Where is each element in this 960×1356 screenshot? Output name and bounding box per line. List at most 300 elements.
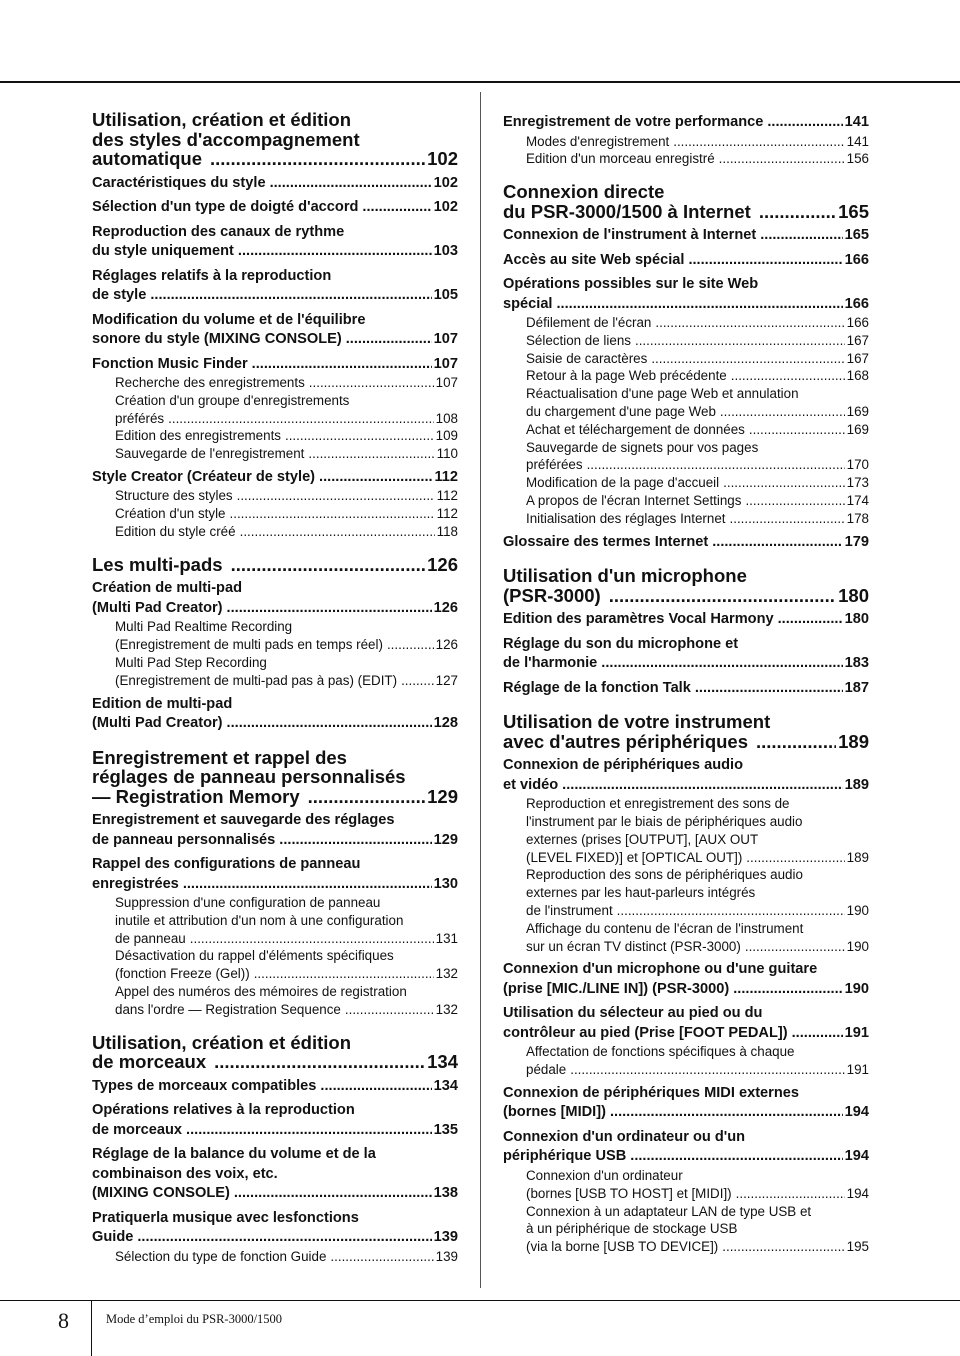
- toc-page-number: 183: [844, 655, 869, 672]
- toc-page-number: 131: [435, 930, 458, 946]
- dot-leader: [150, 286, 431, 306]
- dot-leader: [320, 1077, 431, 1097]
- toc-entry-line: [92, 174, 458, 194]
- toc-entry-text: (PSR-3000): [503, 584, 601, 606]
- toc-entry-line: [115, 487, 458, 505]
- toc-subentry: [503, 367, 869, 385]
- dot-leader: [234, 1184, 432, 1204]
- toc-page-number: 165: [838, 200, 869, 222]
- toc-entry-line: [92, 1184, 458, 1204]
- toc-entry-text: Achat et téléchargement de données: [526, 421, 745, 437]
- toc-entry-text: Edition d'un morceau enregistré: [526, 151, 715, 167]
- toc-entry-text: Sauvegarde de signets pour vos pages: [526, 439, 759, 455]
- toc-entry-line: [503, 610, 869, 630]
- toc-page-number: 134: [433, 1077, 458, 1094]
- toc-entry-text: Opérations possibles sur le site Web: [503, 276, 759, 293]
- toc-section-heading: [92, 1033, 458, 1072]
- toc-entry-text: Utilisation de votre instrument: [503, 711, 771, 733]
- toc-entry-text: Edition du style créé: [115, 524, 236, 540]
- toc-entry: [92, 468, 458, 488]
- toc-entry: [503, 679, 869, 699]
- toc-entry: [92, 267, 458, 306]
- toc-entry-text: et vidéo: [503, 776, 559, 793]
- dot-leader: [719, 150, 845, 168]
- dot-leader: [736, 1185, 845, 1203]
- toc-entry-text: périphérique USB: [503, 1148, 627, 1165]
- dot-leader: [183, 875, 432, 895]
- toc-entry-text: Utilisation du sélecteur au pied ou du: [503, 1005, 763, 1022]
- toc-entry-text: Utilisation d'un microphone: [503, 565, 747, 587]
- toc-entry-text: Accès au site Web spécial: [503, 251, 685, 268]
- toc-entry-line: [526, 1238, 869, 1256]
- toc-entry-line: [503, 1024, 869, 1044]
- toc-entry-text: sonore du style (MIXING CONSOLE): [92, 331, 342, 347]
- toc-entry-text: avec d'autres périphériques: [503, 730, 748, 752]
- dot-leader: [792, 1024, 843, 1044]
- toc-page-number: 189: [844, 776, 869, 793]
- toc-entry-line: [503, 533, 869, 553]
- toc-entry-line: [526, 849, 869, 867]
- toc-entry-text: Réglages relatifs à la reproduction: [92, 267, 332, 284]
- toc-section-heading: [92, 748, 458, 807]
- dot-leader: [749, 421, 845, 439]
- toc-entry-text: Affectation de fonctions spécifiques à chaque: [526, 1044, 795, 1060]
- toc-page-number: 112: [436, 488, 458, 504]
- toc-subentry: [503, 866, 869, 919]
- toc-subentry: [503, 1203, 869, 1256]
- dot-leader: [330, 1248, 433, 1266]
- toc-entry-line: [503, 679, 869, 699]
- top-rule: [0, 81, 960, 83]
- toc-entry-text: automatique: [92, 148, 202, 169]
- toc-page-number: 103: [433, 243, 458, 259]
- toc-entry-text: (Multi Pad Creator): [92, 715, 223, 732]
- toc-entry-text: Modification de la page d'accueil: [526, 475, 720, 491]
- dot-leader: [230, 505, 435, 523]
- toc-entry-text: Reproduction et enregistrement des sons de: [526, 796, 790, 812]
- toc-section-heading: [503, 182, 869, 221]
- toc-entry-text: du style uniquement: [92, 243, 234, 259]
- toc-entry-line: [92, 242, 458, 262]
- dot-leader: [720, 403, 845, 421]
- dot-leader: [601, 654, 842, 674]
- dot-leader: [767, 113, 842, 133]
- dot-leader: [712, 533, 842, 553]
- toc-section-heading: [503, 566, 869, 605]
- toc-entry-line: [92, 1077, 458, 1097]
- toc-section-heading: [92, 110, 458, 169]
- dot-leader: [759, 202, 836, 222]
- toc-page-number: 130: [433, 875, 458, 892]
- dot-leader: [186, 1121, 432, 1141]
- toc-entry-line: [503, 202, 869, 222]
- dot-leader: [252, 355, 432, 375]
- toc-entry-line: [503, 980, 869, 1000]
- toc-page-number: 167: [846, 332, 869, 348]
- toc-page-number: 173: [846, 475, 869, 491]
- dot-leader: [745, 492, 844, 510]
- toc-subentry: [92, 505, 458, 523]
- toc-page-number: 107: [433, 331, 458, 347]
- dot-leader: [695, 679, 843, 699]
- toc-entry-text: Sauvegarde de l'enregistrement: [115, 446, 305, 462]
- toc-page-number: 107: [435, 375, 458, 390]
- toc-entry-text: Sélection d'un type de doigté d'accord: [92, 199, 359, 215]
- toc-entry-text: contrôleur au pied (Prise [FOOT PEDAL]): [503, 1024, 788, 1041]
- toc-entry-text: de l'harmonie: [503, 655, 598, 672]
- dot-leader: [270, 174, 432, 194]
- toc-entry-text: de panneau: [115, 930, 186, 946]
- toc-entry-line: [92, 787, 458, 807]
- dot-leader: [635, 332, 845, 350]
- toc-entry-line: [92, 1052, 458, 1072]
- toc-section-heading: [92, 555, 458, 575]
- toc-page-number: 166: [844, 251, 869, 268]
- toc-page-number: 102: [433, 199, 458, 215]
- toc-entry-text: (bornes [USB TO HOST] et [MIDI]): [526, 1185, 732, 1201]
- toc-entry-line: [503, 295, 869, 315]
- toc-subentry: [92, 523, 458, 541]
- dot-leader: [651, 350, 844, 368]
- dot-leader: [210, 149, 425, 169]
- toc-entry: [92, 579, 458, 618]
- toc-entry-text: Pratiquerla musique avec lesfonctions: [92, 1209, 359, 1226]
- toc-entry-line: [526, 902, 869, 920]
- toc-entry-text: Connexion de périphériques MIDI externes: [503, 1084, 799, 1101]
- toc-entry-text: de morceaux: [92, 1051, 207, 1073]
- dot-leader: [570, 1061, 844, 1079]
- dot-leader: [190, 930, 434, 948]
- dot-leader: [562, 776, 842, 796]
- toc-entry-text: Glossaire des termes Internet: [503, 533, 709, 550]
- toc-subentry: [92, 654, 458, 690]
- toc-entry-text: enregistrées: [92, 875, 179, 892]
- toc-entry-text: l'instrument par le biais de périphériques audio: [526, 813, 803, 829]
- dot-leader: [630, 1147, 842, 1167]
- toc-entry-text: Sélection du type de fonction Guide: [115, 1248, 327, 1264]
- toc-subentry: [503, 350, 869, 368]
- toc-entry-line: [526, 938, 869, 956]
- toc-entry-text: de morceaux: [92, 1121, 183, 1138]
- toc-subentry: [503, 421, 869, 439]
- footer-rule: [0, 1300, 960, 1301]
- toc-page-number: 108: [435, 410, 458, 426]
- toc-entry-line: [115, 410, 458, 428]
- toc-entry-text: Les multi-pads: [92, 553, 223, 575]
- toc-entry-text: Structure des styles: [115, 488, 233, 504]
- manual-title: Mode d’emploi du PSR-3000/1500: [106, 1312, 283, 1326]
- toc-entry-text: externes (prises [OUTPUT], [AUX OUT: [526, 831, 759, 847]
- toc-entry-text: réglages de panneau personnalisés: [92, 766, 406, 788]
- toc-entry-line: [526, 1185, 869, 1203]
- toc-entry-text: de style: [92, 287, 147, 303]
- toc-subentry: [92, 487, 458, 505]
- toc-entry-text: sur un écran TV distinct (PSR-3000): [526, 938, 741, 954]
- toc-entry-text: Edition des paramètres Vocal Harmony: [503, 611, 774, 628]
- toc-entry-text: préférés: [115, 410, 165, 426]
- dot-leader: [214, 1052, 425, 1072]
- toc-page-number: 190: [846, 902, 869, 918]
- toc-page-number: 126: [435, 637, 458, 653]
- toc-entry-text: Connexion à un adaptateur LAN de type USB et: [526, 1203, 812, 1219]
- dot-leader: [760, 226, 842, 246]
- toc-page-number: 191: [846, 1062, 869, 1078]
- toc-entry-line: [526, 332, 869, 350]
- toc-subentry: [92, 1248, 458, 1266]
- toc-subentry: [92, 445, 458, 463]
- toc-subentry: [503, 510, 869, 528]
- toc-entry-text: (via la borne [USB TO DEVICE]): [526, 1239, 719, 1255]
- toc-entry-text: A propos de l'écran Internet Settings: [526, 493, 742, 509]
- toc-entry-line: [526, 456, 869, 474]
- toc-page-number: 179: [844, 533, 869, 550]
- dot-leader: [401, 672, 434, 690]
- toc-page-number: 132: [435, 1001, 458, 1017]
- toc-entry: [92, 223, 458, 262]
- toc-entry-line: [115, 445, 458, 463]
- toc-page-number: 191: [844, 1024, 869, 1041]
- toc-page-number: 132: [435, 966, 458, 982]
- toc-page-number: 174: [846, 493, 869, 509]
- toc-entry-text: Appel des numéros des mémoires de registration: [115, 984, 407, 1000]
- toc-column-right: [503, 108, 869, 1256]
- toc-entry: [92, 1209, 458, 1248]
- toc-entry-line: [526, 133, 869, 151]
- toc-entry-line: [115, 374, 458, 392]
- toc-entry-line: [503, 1147, 869, 1167]
- toc-entry-line: [526, 474, 869, 492]
- dot-leader: [733, 980, 842, 1000]
- toc-entry-text: Utilisation, création et édition: [92, 109, 352, 130]
- toc-entry-text: Guide: [92, 1229, 134, 1246]
- toc-entry-text: Connexion directe: [503, 181, 665, 203]
- toc-entry-line: [503, 586, 869, 606]
- toc-entry-line: [526, 403, 869, 421]
- toc-page-number: 165: [844, 227, 869, 244]
- toc-page-number: 127: [435, 672, 458, 688]
- toc-entry-text: Suppression d'une configuration de panneau: [115, 895, 381, 911]
- toc-entry: [92, 855, 458, 894]
- toc-entry-line: [503, 776, 869, 796]
- dot-leader: [730, 510, 845, 528]
- toc-entry-text: Création d'un groupe d'enregistrements: [115, 392, 350, 408]
- toc-page-number: 138: [433, 1185, 458, 1202]
- dot-leader: [688, 251, 842, 271]
- toc-entry-text: Types de morceaux compatibles: [92, 1077, 317, 1094]
- toc-entry-text: Caractéristiques du style: [92, 174, 266, 191]
- toc-entry-text: de l'instrument: [526, 902, 613, 918]
- dot-leader: [238, 242, 432, 262]
- toc-entry-line: [526, 1061, 869, 1079]
- toc-entry-text: à un périphérique de stockage USB: [526, 1221, 738, 1237]
- toc-entry-line: [92, 198, 458, 218]
- toc-subentry: [92, 983, 458, 1019]
- toc-page-number: 107: [433, 355, 458, 372]
- toc-page-number: 169: [846, 404, 869, 420]
- toc-entry-text: Edition de multi-pad: [92, 695, 233, 712]
- dot-leader: [722, 1238, 844, 1256]
- toc-subentry: [503, 439, 869, 475]
- dot-leader: [137, 1228, 431, 1248]
- toc-entry: [503, 275, 869, 314]
- toc-page-number: 166: [846, 315, 869, 331]
- toc-entry-text: Création d'un style: [115, 506, 226, 522]
- toc-page-number: 141: [844, 114, 869, 130]
- toc-entry-text: (bornes [MIDI]): [503, 1104, 606, 1121]
- toc-page-number: 141: [846, 133, 869, 149]
- toc-entry-text: Affichage du contenu de l'écran de l'instrument: [526, 920, 804, 936]
- toc-entry-text: Rappel des configurations de panneau: [92, 856, 361, 873]
- toc-entry-text: pédale: [526, 1062, 567, 1078]
- toc-page-number: 105: [433, 287, 458, 303]
- toc-subentry: [503, 385, 869, 421]
- toc-entry-text: Défilement de l'écran: [526, 315, 652, 331]
- toc-page-number: 170: [846, 457, 869, 473]
- toc-entry: [92, 198, 458, 218]
- toc-entry-line: [503, 654, 869, 674]
- toc-entry-line: [92, 286, 458, 306]
- dot-leader: [387, 636, 434, 654]
- dot-leader: [617, 902, 845, 920]
- toc-page-number: 166: [844, 295, 869, 312]
- toc-entry: [92, 1101, 458, 1140]
- toc-entry-text: Enregistrement de votre performance: [503, 114, 764, 130]
- toc-entry-text: du PSR-3000/1500 à Internet: [503, 200, 751, 222]
- toc-entry-text: Connexion de l'instrument à Internet: [503, 227, 757, 244]
- toc-entry-text: Connexion de périphériques audio: [503, 757, 744, 774]
- toc-subentry: [503, 795, 869, 866]
- toc-entry-text: préférées: [526, 457, 583, 473]
- toc-page-number: 189: [838, 730, 869, 752]
- toc-entry-text: Création de multi-pad: [92, 580, 242, 597]
- toc-page-number: 169: [846, 421, 869, 437]
- dot-leader: [745, 938, 845, 956]
- toc-page-number: 102: [433, 174, 458, 191]
- toc-entry-text: Enregistrement et rappel des: [92, 746, 347, 768]
- toc-entry-line: [115, 636, 458, 654]
- toc-entry-line: [92, 468, 458, 488]
- toc-entry-line: [115, 1248, 458, 1266]
- toc-entry: [503, 1084, 869, 1123]
- dot-leader: [227, 599, 432, 619]
- toc-entry-line: [503, 732, 869, 752]
- toc-entry-text: spécial: [503, 295, 553, 312]
- dot-leader: [723, 474, 845, 492]
- toc-page-number: 190: [844, 980, 869, 997]
- toc-subentry: [92, 894, 458, 947]
- toc-entry: [503, 113, 869, 133]
- toc-entry-text: Edition des enregistrements: [115, 428, 281, 444]
- toc-entry-text: Enregistrement et sauvegarde des réglages: [92, 812, 395, 829]
- toc-entry-text: Multi Pad Realtime Recording: [115, 619, 293, 635]
- toc-subentry: [503, 492, 869, 510]
- toc-page-number: 194: [846, 1185, 869, 1201]
- toc-entry-text: Modification du volume et de l'équilibre: [92, 311, 366, 328]
- toc-entry: [503, 960, 869, 999]
- dot-leader: [362, 198, 431, 218]
- toc-entry-line: [92, 1121, 458, 1141]
- dot-leader: [557, 295, 843, 315]
- toc-page-number: 129: [427, 785, 458, 807]
- toc-page-number: 109: [435, 428, 458, 444]
- toc-page-number: 139: [433, 1229, 458, 1246]
- toc-entry-text: inutile et attribution d'un nom à une configuration: [115, 912, 404, 928]
- dot-leader: [346, 330, 432, 350]
- toc-entry-line: [526, 421, 869, 439]
- toc-entry-text: Connexion d'un microphone ou d'une guitare: [503, 961, 818, 978]
- toc-entry: [503, 635, 869, 674]
- toc-entry-text: Utilisation, création et édition: [92, 1031, 352, 1053]
- dot-leader: [746, 849, 844, 867]
- toc-page-number: 139: [435, 1248, 458, 1264]
- toc-subentry: [92, 947, 458, 983]
- toc-page-number: 194: [844, 1148, 869, 1165]
- toc-entry-line: [526, 350, 869, 368]
- toc-entry-line: [503, 251, 869, 271]
- toc-page-number: 178: [846, 510, 869, 526]
- dot-leader: [168, 410, 434, 428]
- toc-entry-text: Réactualisation d'une page Web et annulation: [526, 386, 799, 402]
- toc-entry-text: combinaison des voix, etc.: [92, 1165, 278, 1182]
- toc-entry-line: [115, 505, 458, 523]
- toc-page-number: 129: [433, 831, 458, 848]
- toc-entry: [503, 1004, 869, 1043]
- toc-entry: [92, 355, 458, 375]
- toc-entry-text: dans l'ordre — Registration Sequence: [115, 1001, 341, 1017]
- toc-page-number: 190: [846, 938, 869, 954]
- toc-page-number: 134: [427, 1051, 458, 1073]
- column-divider: [480, 92, 481, 1288]
- dot-leader: [673, 133, 844, 151]
- toc-page-number: 194: [844, 1104, 869, 1121]
- dot-leader: [756, 732, 836, 752]
- dot-leader: [279, 831, 431, 851]
- toc-entry-line: [526, 510, 869, 528]
- toc-entry-text: Connexion d'un ordinateur: [526, 1167, 683, 1183]
- toc-entry-text: (LEVEL FIXED)] et [OPTICAL OUT]): [526, 849, 743, 865]
- footer-divider: [91, 1300, 92, 1356]
- page-number: 8: [58, 1308, 69, 1333]
- toc-page-number: 167: [846, 350, 869, 366]
- toc-page-number: 168: [846, 368, 869, 384]
- dot-leader: [587, 456, 845, 474]
- toc-entry-text: (fonction Freeze (Gel)): [115, 966, 250, 982]
- toc-subentry: [503, 474, 869, 492]
- toc-entry-text: Retour à la page Web précédente: [526, 368, 727, 384]
- toc-entry: [92, 1145, 458, 1204]
- toc-entry-line: [115, 965, 458, 983]
- dot-leader: [308, 445, 434, 463]
- dot-leader: [731, 367, 845, 385]
- toc-entry: [503, 756, 869, 795]
- dot-leader: [231, 555, 426, 575]
- toc-entry-line: [92, 149, 458, 169]
- toc-entry-line: [92, 599, 458, 619]
- toc-entry-text: Initialisation des réglages Internet: [526, 510, 726, 526]
- dot-leader: [309, 374, 434, 392]
- toc-entry: [92, 695, 458, 734]
- toc-entry: [92, 174, 458, 194]
- toc-entry-line: [526, 150, 869, 168]
- toc-entry-line: [115, 672, 458, 690]
- toc-entry-text: Reproduction des sons de périphériques audio: [526, 867, 803, 883]
- dot-leader: [254, 965, 434, 983]
- toc-entry-text: Reproduction des canaux de rythme: [92, 223, 345, 240]
- dot-leader: [227, 714, 432, 734]
- toc-entry-line: [115, 1001, 458, 1019]
- toc-subentry: [503, 1167, 869, 1203]
- toc-entry-line: [92, 330, 458, 350]
